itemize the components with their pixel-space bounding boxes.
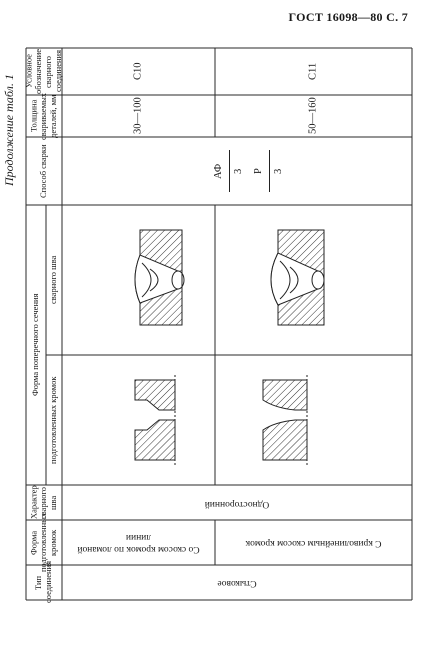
col-cross-section-header: Форма поперечного сечения	[30, 293, 41, 397]
weld-character-value: Односторонний	[204, 498, 270, 509]
page-header: ГОСТ 16098—80 С. 7	[288, 10, 408, 24]
method-af	[212, 142, 248, 200]
col-method-header: Способ сварки	[38, 144, 49, 198]
method-af-denominator: 3	[232, 168, 244, 174]
designation-c10: С10	[132, 62, 144, 81]
thickness-c11: 50—160	[307, 97, 319, 135]
method-r	[252, 142, 288, 200]
thickness-c10: 30—100	[132, 97, 144, 135]
weld-seam-c11-drawing	[260, 225, 340, 330]
method-af-numerator: АФ	[212, 163, 224, 179]
col-designation-header: Условное обозначение сварного соединения	[23, 48, 63, 95]
edge-form-c11: С криволинейным скосом кромок	[245, 538, 382, 549]
col-weld-character-header: Характер сварного шва	[28, 485, 58, 520]
col-thickness-header: Толщина свариваемых деталей, мм	[28, 92, 58, 140]
col-joint-type-header: Тип соединения	[33, 561, 53, 604]
method-af-fraction-bar	[229, 150, 230, 192]
joint-type-value: Стыковое	[217, 578, 257, 589]
prepared-edges-c11-drawing	[255, 370, 325, 470]
col-weld-seam-header: сварного шва	[48, 255, 59, 305]
prepared-edges-c10-drawing	[125, 370, 195, 470]
method-r-numerator: Р	[252, 168, 264, 174]
weld-seam-c10-drawing	[120, 225, 200, 330]
table-continuation-label: Продолжение табл. 1	[2, 74, 16, 186]
edge-form-c10: Со скосом кромок по ломаной линии	[77, 532, 200, 554]
col-edge-prep-header: Форма подготовленных кромок	[28, 512, 58, 573]
designation-c11: С11	[307, 62, 319, 81]
col-prepared-edges-header: подготовленных кромок	[48, 376, 59, 464]
method-r-denominator: 3	[272, 168, 284, 174]
method-r-fraction-bar	[269, 150, 270, 192]
